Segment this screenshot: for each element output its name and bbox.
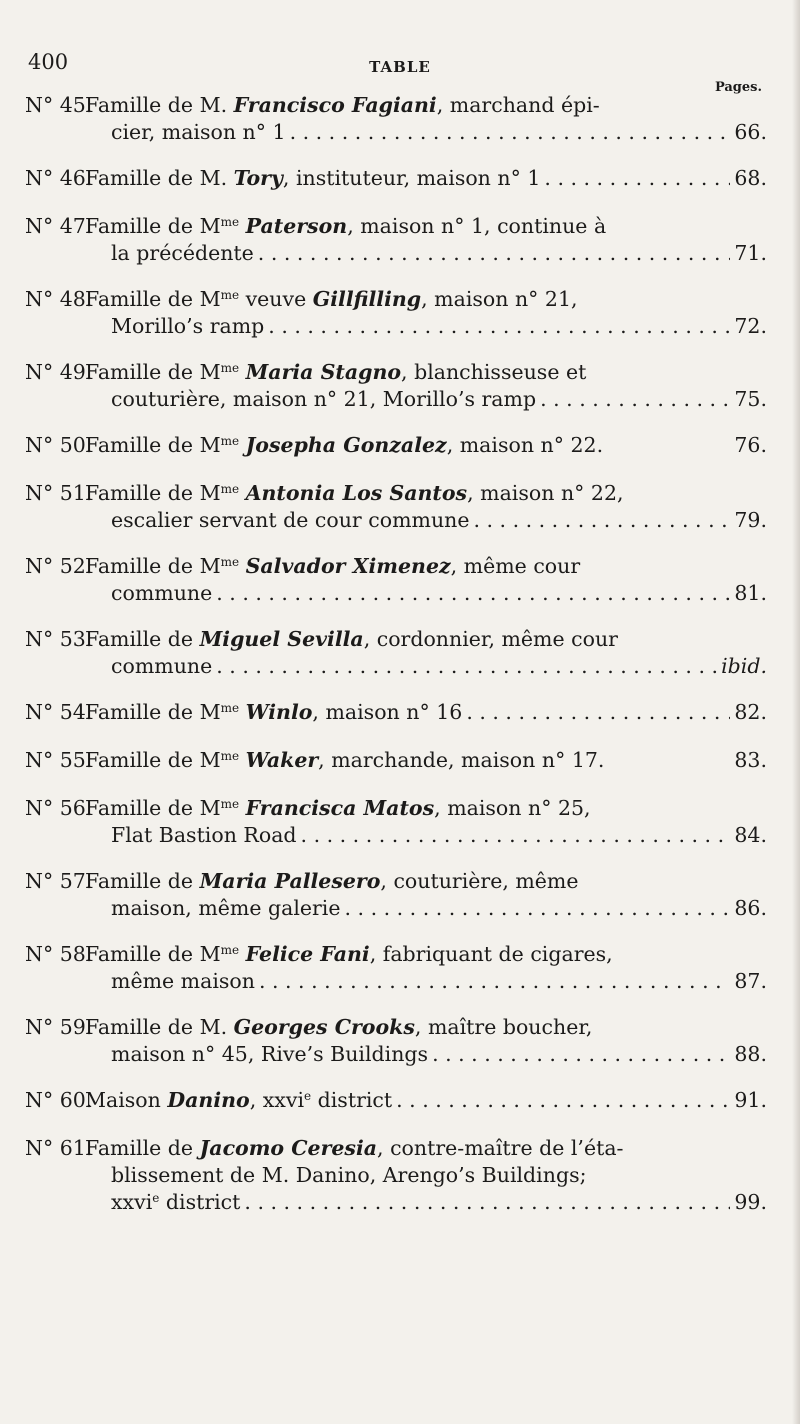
entry-page: 87. — [734, 969, 767, 993]
person-name: Josepha Gonzalez — [245, 433, 447, 457]
person-name: Antonia Los Santos — [245, 481, 468, 505]
leader-dots — [268, 313, 730, 340]
person-name: Francisca Matos — [245, 796, 435, 820]
entry-title: Famille de $M^{me}$ Waker, marchande, maison n° 17. — [85, 748, 605, 772]
entry-title-continued: maison n° 45, Rive’s Buildings — [111, 1042, 429, 1066]
entry-title-continued: la précédente — [111, 241, 254, 265]
entry-title: Famille de $M^{me}$ Felice Fani, fabriquant de cigares, — [85, 942, 613, 966]
entry-page: 86. — [734, 896, 767, 920]
person-name: Maria Stagno — [245, 360, 402, 384]
leader-dots — [301, 822, 731, 849]
entry-page: 71. — [734, 241, 767, 265]
entry-number: N° 46. — [25, 166, 93, 190]
leader-dots — [432, 1041, 730, 1068]
entry-title: Famille de M. Francisco Fagiani, marchand épi- — [85, 93, 600, 117]
person-name: Felice Fani — [245, 942, 370, 966]
entry-title-continued: commune — [111, 581, 213, 605]
person-name: Tory — [233, 166, 283, 190]
entry-number: N° 59. — [25, 1015, 93, 1039]
entry-number: N° 50. — [25, 433, 93, 457]
entry-title: Famille de $M^{me}$ Josepha Gonzalez, maison n° 22. — [85, 433, 604, 457]
entry-page: 81. — [734, 581, 767, 605]
person-name: Waker — [245, 748, 319, 772]
leader-dots — [259, 968, 730, 995]
entry-title: Famille de $M^{me}$ Antonia Los Santos, maison n° 22, — [85, 481, 624, 505]
pages-column-label: Pages. — [714, 80, 762, 95]
entry-number: N° 51. — [25, 481, 93, 505]
entry-title: Famille de $M^{me}$ Winlo, maison n° 16 — [85, 700, 463, 724]
entry-page: 75. — [734, 387, 767, 411]
entry-title-continued: Flat Bastion Road — [111, 823, 297, 847]
entry-number: N° 48. — [25, 287, 93, 311]
entry-title: Maison Danino, xxvi$^e$ district — [85, 1088, 393, 1112]
page-number: 400 — [28, 50, 69, 74]
entry-page: 68. — [734, 166, 767, 190]
leader-dots — [290, 119, 731, 146]
person-name: Francisco Fagiani — [233, 93, 437, 117]
entry-page: ibid. — [721, 654, 767, 678]
entry-title-continued: commune — [111, 654, 213, 678]
entry-title: Famille de Jacomo Ceresia, contre-maître de l’éta- — [85, 1136, 624, 1160]
entry-page: 79. — [734, 508, 767, 532]
entry-page: 83. — [734, 748, 767, 772]
entry-page: 84. — [734, 823, 767, 847]
entry-number: N° 55. — [25, 748, 93, 772]
entry-title: Famille de $M^{me}$ Paterson, maison n° 1, continue à — [85, 214, 607, 238]
person-name: Jacomo Ceresia — [199, 1136, 378, 1160]
entry-page: 99. — [734, 1190, 767, 1214]
entry-title-continued: blissement de M. Danino, Arengo’s Buildings; — [111, 1163, 587, 1187]
entry-title-continued: couturière, maison n° 21, Morillo’s ramp — [111, 387, 537, 411]
person-name: Maria Pallesero — [199, 869, 381, 893]
entry-number: N° 57. — [25, 869, 93, 893]
entry-title: Famille de $M^{me}$ Maria Stagno, blanchisseuse et — [85, 360, 587, 384]
entry-page: 76. — [734, 433, 767, 457]
person-name: Gillfilling — [312, 287, 422, 311]
entry-number: N° 47. — [25, 214, 93, 238]
entry-title-continued: Morillo’s ramp — [111, 314, 265, 338]
leader-dots — [244, 1189, 730, 1216]
person-name: Danino — [167, 1088, 250, 1112]
entry-page: 72. — [734, 314, 767, 338]
leader-dots — [544, 165, 730, 192]
person-name: Miguel Sevilla — [199, 627, 364, 651]
person-name: Winlo — [245, 700, 313, 724]
entry-page: 88. — [734, 1042, 767, 1066]
entry-title-continued: xxvi$^e$ district — [111, 1190, 241, 1214]
entry-title: Famille de Miguel Sevilla, cordonnier, même cour — [85, 627, 618, 651]
entry-title-continued: maison, même galerie — [111, 896, 341, 920]
leader-dots — [396, 1087, 730, 1114]
leader-dots — [345, 895, 731, 922]
leader-dots — [540, 386, 730, 413]
entry-title: Famille de Maria Pallesero, couturière, même — [85, 869, 579, 893]
page-edge-shadow — [792, 0, 800, 1424]
entry-title: Famille de $M^{me}$ Salvador Ximenez, même cour — [85, 554, 581, 578]
entry-number: N° 60. — [25, 1088, 93, 1112]
entry-number: N° 53. — [25, 627, 93, 651]
entry-number: N° 54. — [25, 700, 93, 724]
leader-dots — [216, 653, 717, 680]
entry-number: N° 52. — [25, 554, 93, 578]
running-title: TABLE — [369, 58, 431, 76]
leader-dots — [466, 699, 730, 726]
person-name: Georges Crooks — [233, 1015, 415, 1039]
leader-dots — [258, 240, 731, 267]
entry-page: 82. — [734, 700, 767, 724]
entry-title-continued: escalier servant de cour commune — [111, 508, 470, 532]
entry-title: Famille de M. Tory, instituteur, maison n° 1 — [85, 166, 541, 190]
entry-page: 66. — [734, 120, 767, 144]
entry-number: N° 45. — [25, 93, 93, 117]
entry-title-continued: cier, maison n° 1 — [111, 120, 286, 144]
person-name: Paterson — [245, 214, 348, 238]
entry-page: 91. — [734, 1088, 767, 1112]
entry-number: N° 49. — [25, 360, 93, 384]
entry-number: N° 56. — [25, 796, 93, 820]
entry-title: Famille de M. Georges Crooks, maître boucher, — [85, 1015, 593, 1039]
person-name: Salvador Ximenez — [245, 554, 451, 578]
entry-number: N° 58. — [25, 942, 93, 966]
entry-title: Famille de $M^{me}$ Francisca Matos, maison n° 25, — [85, 796, 591, 820]
entry-title: Famille de $M^{me}$ veuve Gillfilling, maison n° 21, — [85, 287, 578, 311]
leader-dots — [473, 507, 730, 534]
entry-number: N° 61. — [25, 1136, 93, 1160]
entry-title-continued: même maison — [111, 969, 255, 993]
leader-dots — [216, 580, 730, 607]
